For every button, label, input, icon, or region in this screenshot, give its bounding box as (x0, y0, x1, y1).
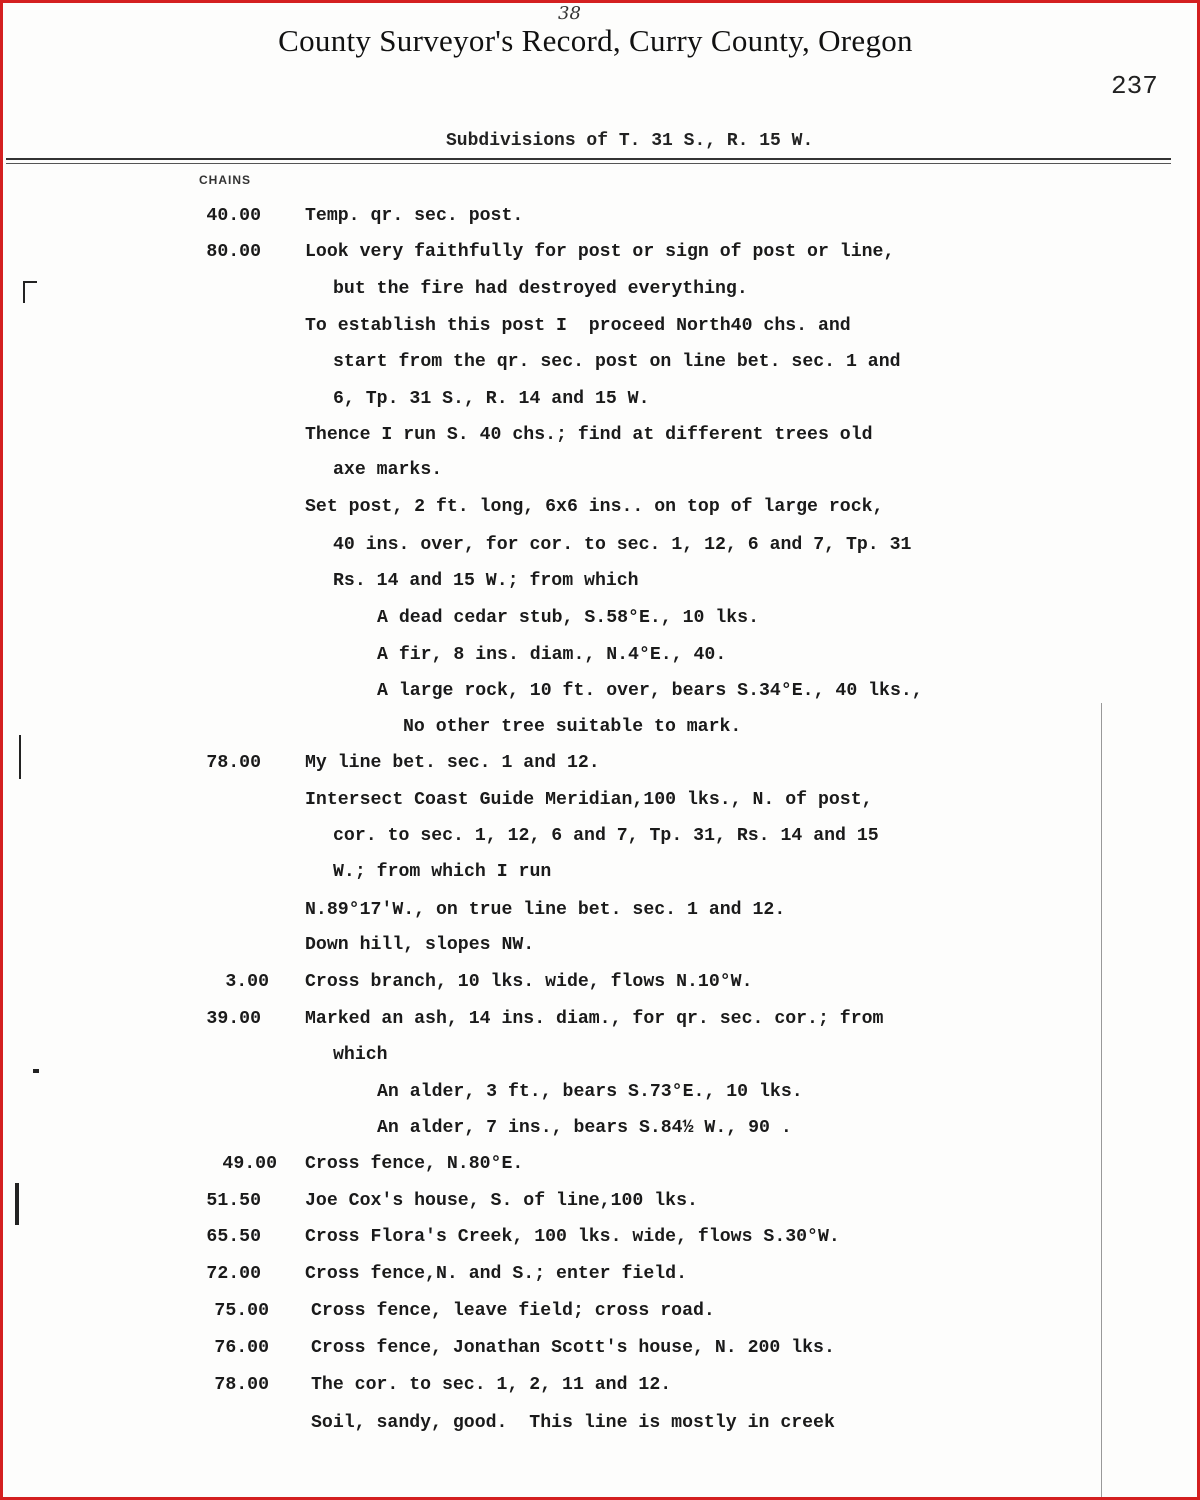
chain-value: 49.00 (222, 1154, 277, 1174)
margin-line (1101, 703, 1102, 1500)
entry-text: A fir, 8 ins. diam., N.4°E., 40. (377, 645, 727, 665)
chain-value: 65.50 (206, 1227, 261, 1247)
entry-text: Cross fence,N. and S.; enter field. (305, 1264, 687, 1284)
scan-mark (23, 283, 25, 303)
entry-text: Rs. 14 and 15 W.; from which (333, 571, 639, 591)
handwritten-page-number: 38 (558, 3, 581, 24)
chain-value: 40.00 (206, 206, 261, 226)
scan-mark (23, 281, 37, 283)
scan-mark (33, 1069, 39, 1073)
entry-text: An alder, 3 ft., bears S.73°E., 10 lks. (377, 1082, 803, 1102)
entry-text: 6, Tp. 31 S., R. 14 and 15 W. (333, 389, 650, 409)
entry-text: Soil, sandy, good. This line is mostly in creek (311, 1413, 835, 1433)
document-title: County Surveyor's Record, Curry County, Oregon (278, 23, 913, 58)
entry-text: which (333, 1045, 388, 1065)
chain-value: 39.00 (206, 1009, 261, 1029)
entry-text: An alder, 7 ins., bears S.84½ W., 90 . (377, 1118, 792, 1138)
scan-mark (19, 735, 21, 779)
entry-text: Look very faithfully for post or sign of post or line, (305, 242, 895, 262)
entry-text: Cross fence, N.80°E. (305, 1154, 524, 1174)
entry-text: 40 ins. over, for cor. to sec. 1, 12, 6 and 7, Tp. 31 (333, 535, 912, 555)
entry-text: My line bet. sec. 1 and 12. (305, 753, 600, 773)
entry-text: Intersect Coast Guide Meridian,100 lks., N. of post, (305, 790, 873, 810)
entry-text: A dead cedar stub, S.58°E., 10 lks. (377, 608, 759, 628)
document-subtitle: Subdivisions of T. 31 S., R. 15 W. (446, 131, 814, 151)
entry-text: but the fire had destroyed everything. (333, 279, 748, 299)
page-number: 237 (1111, 71, 1158, 101)
chains-column-header: CHAINS (199, 173, 252, 187)
entry-text: Cross branch, 10 lks. wide, flows N.10°W. (305, 972, 753, 992)
chain-value: 75.00 (214, 1301, 269, 1321)
entry-text: Cross fence, Jonathan Scott's house, N. 200 lks. (311, 1338, 835, 1358)
entry-text: cor. to sec. 1, 12, 6 and 7, Tp. 31, Rs. 14 and 15 (333, 826, 879, 846)
entry-text: start from the qr. sec. post on line bet. sec. 1 and (333, 352, 901, 372)
entry-text: The cor. to sec. 1, 2, 11 and 12. (311, 1375, 672, 1395)
chain-value: 78.00 (214, 1375, 269, 1395)
entry-text: Thence I run S. 40 chs.; find at different trees old (305, 425, 873, 445)
entry-text: A large rock, 10 ft. over, bears S.34°E., 40 lks., (377, 681, 923, 701)
entry-text: No other tree suitable to mark. (403, 717, 742, 737)
entry-text: Marked an ash, 14 ins. diam., for qr. sec. cor.; from (305, 1009, 884, 1029)
entry-text: Set post, 2 ft. long, 6x6 ins.. on top of large rock, (305, 497, 884, 517)
chain-value: 78.00 (206, 753, 261, 773)
entry-text: To establish this post I proceed North40 chs. and (305, 316, 851, 336)
entry-text: N.89°17'W., on true line bet. sec. 1 and 12. (305, 900, 786, 920)
chain-value: 3.00 (225, 972, 269, 992)
entry-text: Cross Flora's Creek, 100 lks. wide, flows S.30°W. (305, 1227, 840, 1247)
entry-text: W.; from which I run (333, 862, 552, 882)
entry-text: Down hill, slopes NW. (305, 935, 535, 955)
scan-mark (15, 1183, 19, 1225)
header-rule (6, 158, 1171, 160)
chain-value: 51.50 (206, 1191, 261, 1211)
chain-value: 80.00 (206, 242, 261, 262)
entry-text: axe marks. (333, 460, 443, 480)
entry-text: Temp. qr. sec. post. (305, 206, 524, 226)
entry-text: Joe Cox's house, S. of line,100 lks. (305, 1191, 698, 1211)
chain-value: 72.00 (206, 1264, 261, 1284)
entry-text: Cross fence, leave field; cross road. (311, 1301, 715, 1321)
chain-value: 76.00 (214, 1338, 269, 1358)
header-rule-thin (6, 163, 1171, 164)
